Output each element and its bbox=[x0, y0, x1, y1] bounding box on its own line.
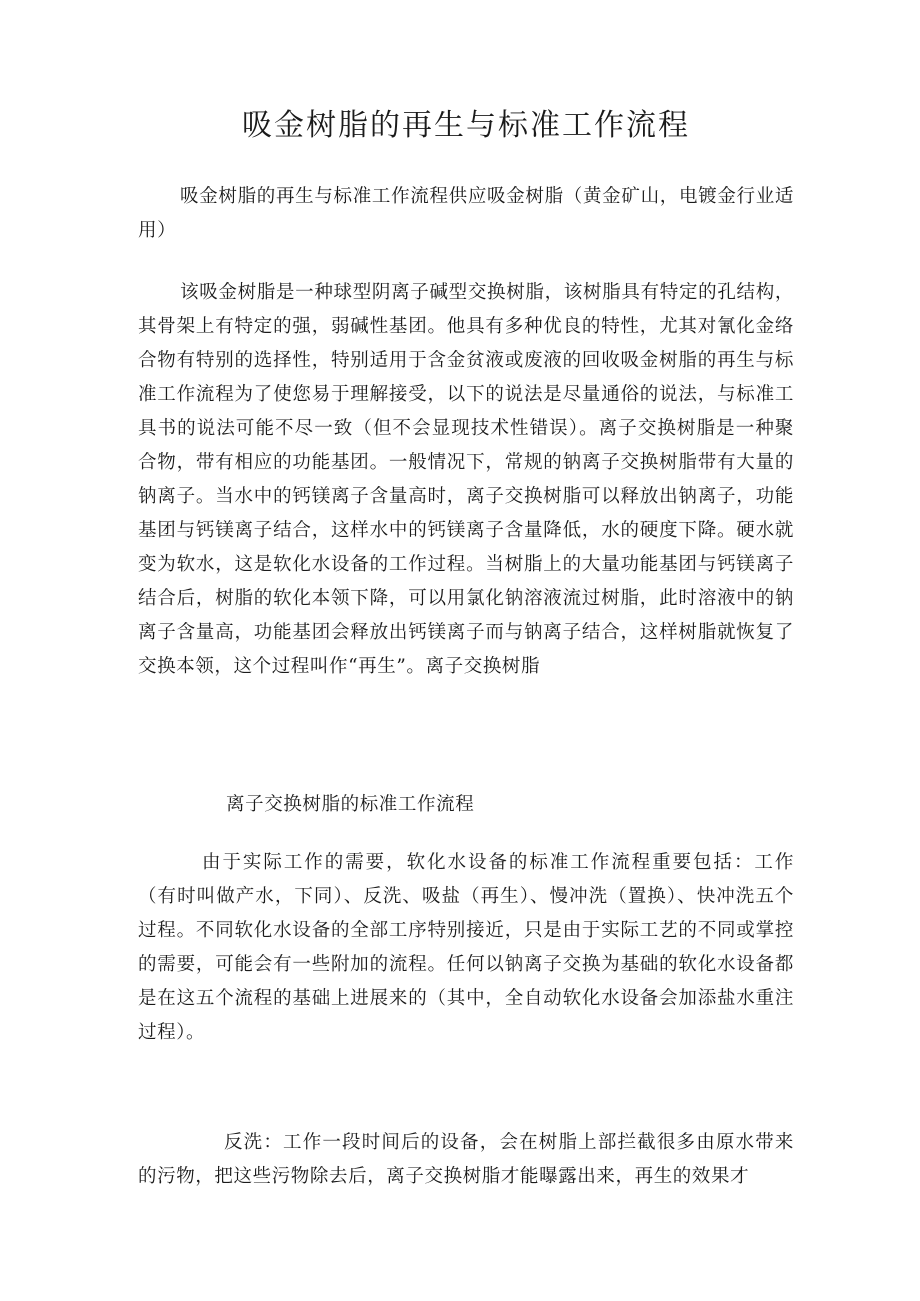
paragraph-resin-description: 该吸金树脂是一种球型阴离子碱型交换树脂，该树脂具有特定的孔结构，其骨架上有特定的强，弱碱性基团。他具有多种优良的特性，尤其对氰化金络合物有特别的选择性，特别适用于含金贫液或废液的回收吸金树脂的再生与标准工作流程为了使您易于理解接受，以下的说法是尽量通俗的说法，与标准工具书的说法可能不尽一致（但不会显现技术性错误）。离子交换树脂是一种聚合物，带有相应的功能基团。一般情况下，常规的钠离子交换树脂带有大量的钠离子。当水中的钙镁离子含量高时，离子交换树脂可以释放出钠离子，功能基团与钙镁离子结合，这样水中的钙镁离子含量降低，水的硬度下降。硬水就变为软水，这是软化水设备的工作过程。当树脂上的大量功能基团与钙镁离子结合后，树脂的软化本领下降，可以用氯化钠溶液流过树脂，此时溶液中的钠离子含量高，功能基团会释放出钙镁离子而与钠离子结合，这样树脂就恢复了交换本领，这个过程叫作“再生”。离子交换树脂 bbox=[138, 282, 794, 677]
section-heading-workflow: 离子交换树脂的标准工作流程 bbox=[226, 794, 475, 815]
paragraph-workflow: 由于实际工作的需要，软化水设备的标准工作流程重要包括：工作（有时叫做产水，下同）、反洗、吸盐（再生）、慢冲洗（置换）、快冲洗五个过程。不同软化水设备的全部工序特别接近，只是由于实际工艺的不同或掌控的需要，可能会有一些附加的流程。任何以钠离子交换为基础的软化水设备都是在这五个流程的基础上进展来的（其中，全自动软化水设备会加添盐水重注过程）。 bbox=[138, 852, 794, 1043]
paragraph-intro: 吸金树脂的再生与标准工作流程供应吸金树脂（黄金矿山，电镀金行业适用） bbox=[138, 186, 794, 241]
document-title: 吸金树脂的再生与标准工作流程 bbox=[242, 108, 690, 143]
paragraph-backwash: 反洗：工作一段时间后的设备，会在树脂上部拦截很多由原水带来的污物，把这些污物除去后，离子交换树脂才能曝露出来，再生的效果才 bbox=[138, 1132, 794, 1187]
